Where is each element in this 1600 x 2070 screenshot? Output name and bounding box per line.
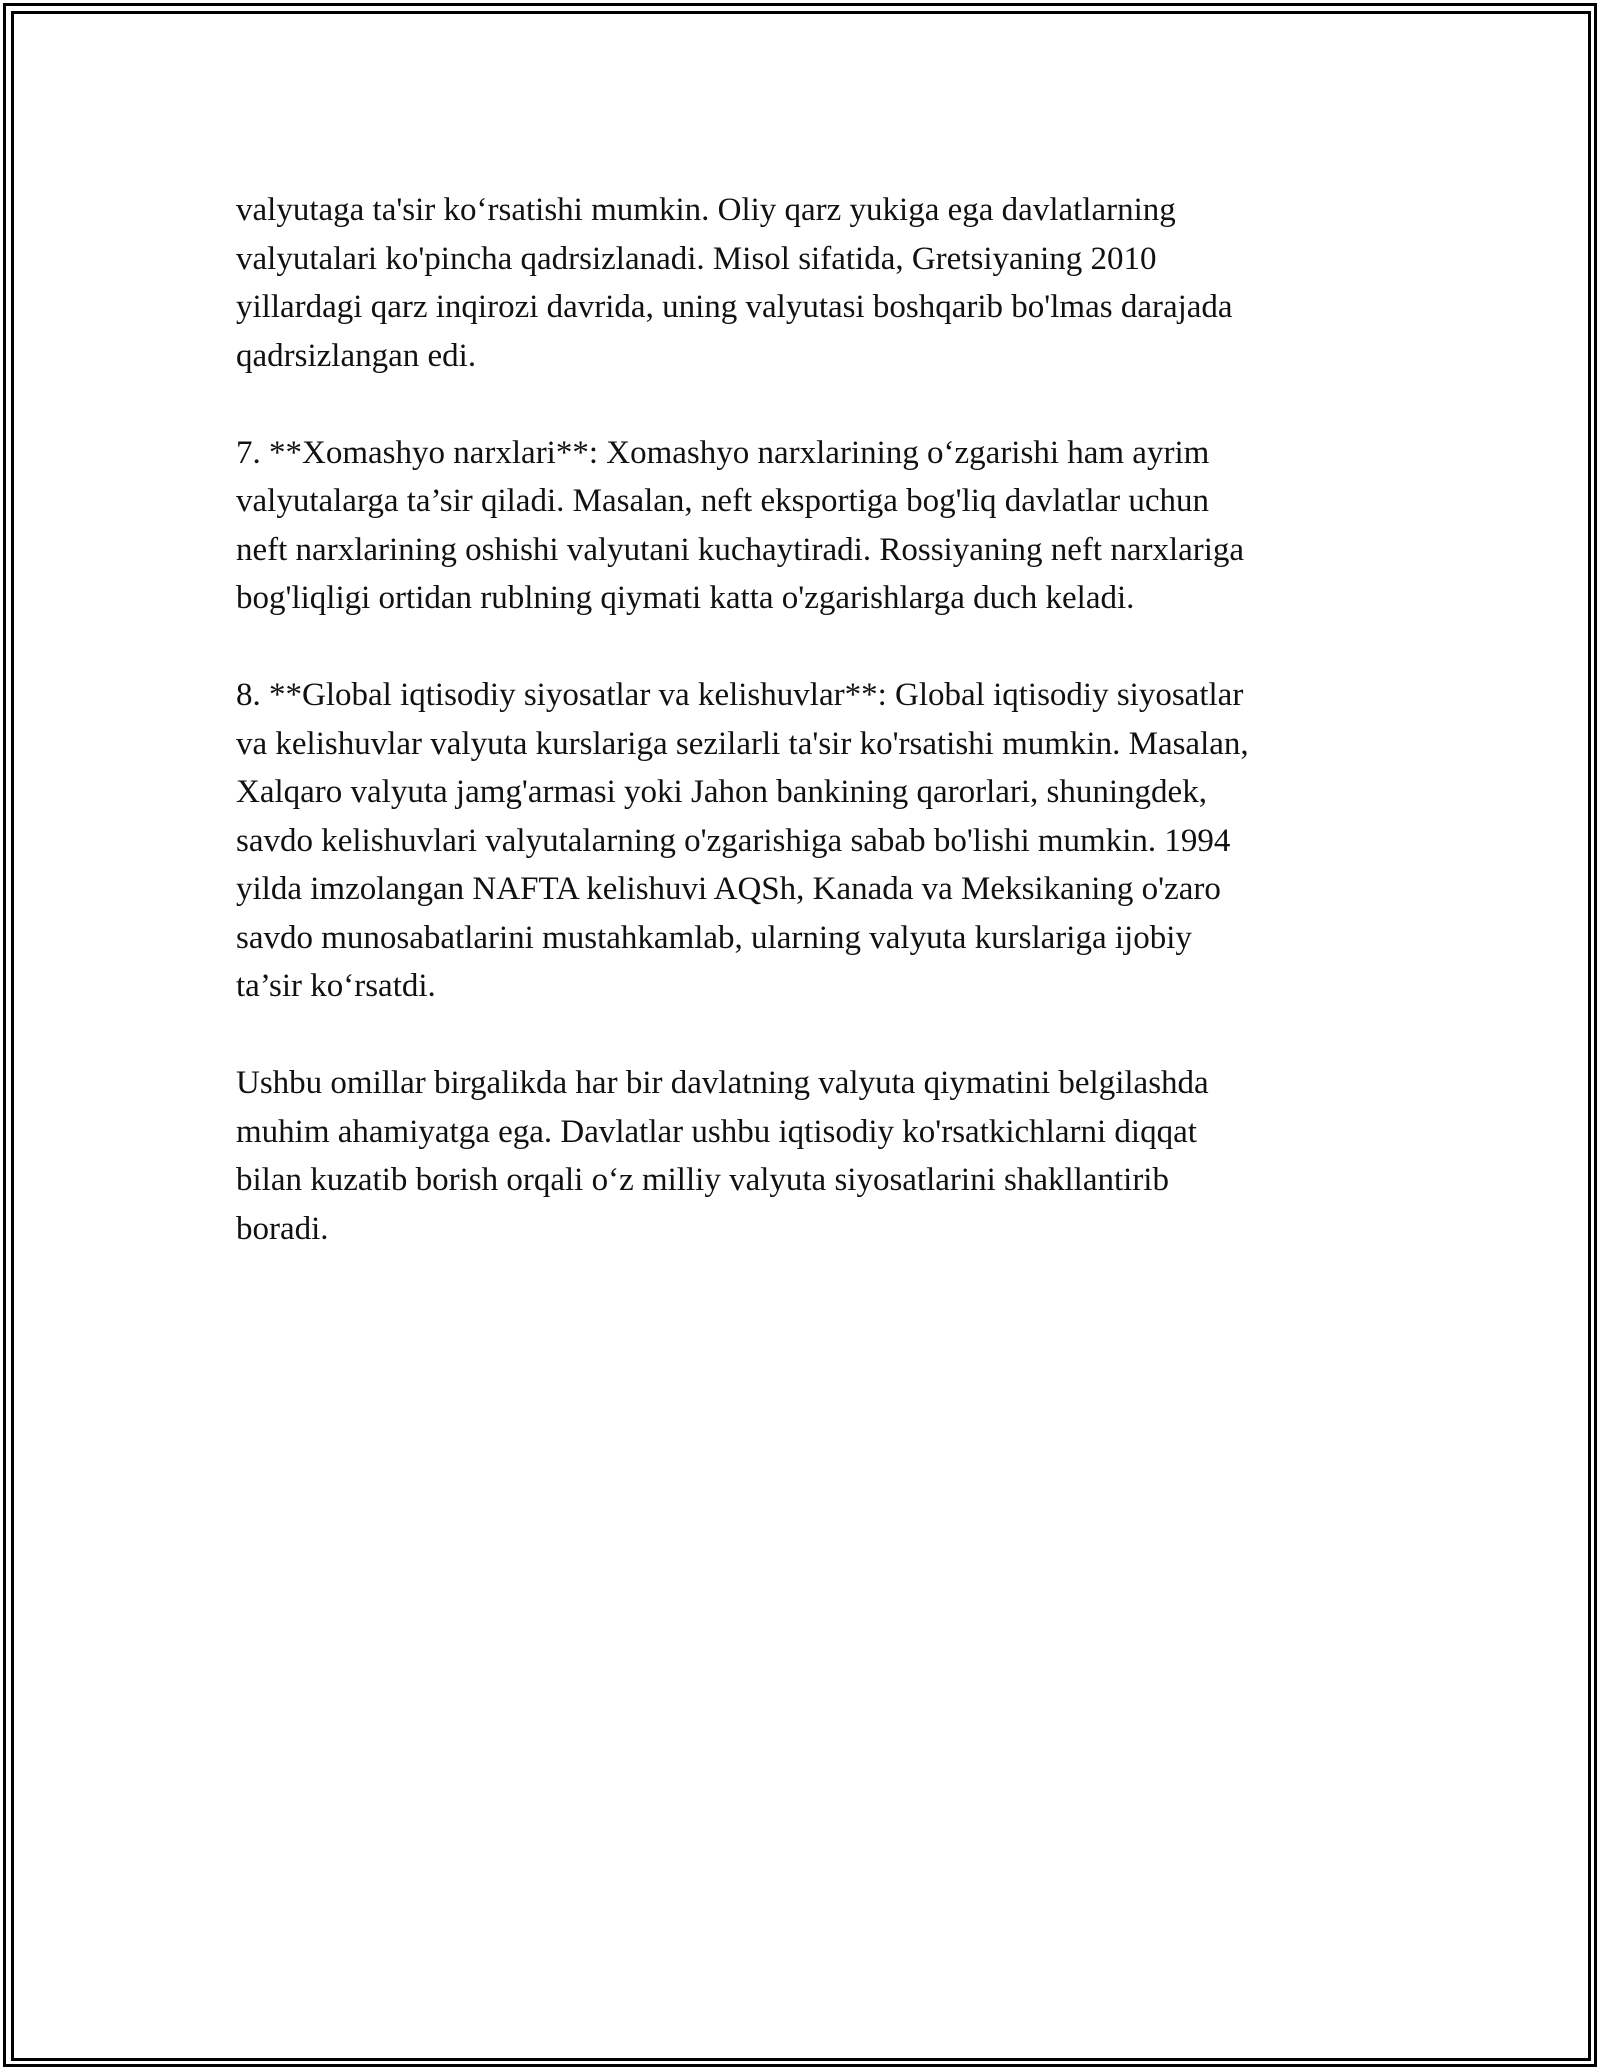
text-line: savdo munosabatlarini mustahkamlab, ularning valyuta kurslariga ijobiy [236,919,1192,956]
text-line: yilda imzolangan NAFTA kelishuvi AQSh, Kanada va Meksikaning o'zaro [236,871,1221,907]
paragraph-debt-crisis [236,186,1371,380]
text-line: muhim ahamiyatga ega. Davlatlar ushbu iqtisodiy ko'rsatkichlarni diqqat [236,1113,1197,1150]
text-line: valyutalari ko'pincha qadrsizlanadi. Misol sifatida, Gretsiyaning 2010 [236,240,1157,277]
text-line: Xalqaro valyuta jamg'armasi yoki Jahon bankining qarorlari, shuningdek, [236,774,1207,810]
paragraph-commodity-prices [236,429,1371,623]
text-line: bilan kuzatib borish orqali o‘z milliy valyuta siyosatlarini shakllantirib [236,1162,1169,1198]
text-line: valyutalarga ta’sir qiladi. Masalan, neft eksportiga bog'liq davlatlar uchun [236,483,1210,519]
paragraph-conclusion [236,1059,1371,1253]
text-line: yillardagi qarz inqirozi davrida, uning valyutasi boshqarib bo'lmas darajada [236,289,1233,325]
text-line: va kelishuvlar valyuta kurslariga sezilarli ta'sir ko'rsatishi mumkin. Masalan, [236,725,1249,762]
text-line: ta’sir ko‘rsatdi. [236,968,436,1004]
text-line: Ushbu omillar birgalikda har bir davlatning valyuta qiymatini belgilashda [236,1065,1209,1101]
text-line: boradi. [236,1210,329,1247]
text-line: bog'liqligi ortidan rublning qiymati katta o'zgarishlarga duch keladi. [236,580,1135,616]
text-line: neft narxlarining oshishi valyutani kuchaytiradi. Rossiyaning neft narxlariga [236,531,1245,568]
text-line: valyutaga ta'sir ko‘rsatishi mumkin. Oliy qarz yukiga ega davlatlarning [236,192,1176,228]
text-line: qadrsizlangan edi. [236,337,477,374]
text-line: 8. **Global iqtisodiy siyosatlar va kelishuvlar**: Global iqtisodiy siyosatlar [236,677,1244,713]
document-body [236,186,1371,1302]
text-line: 7. **Xomashyo narxlari**: Xomashyo narxlarining o‘zgarishi ham ayrim [236,434,1210,471]
paragraph-global-policies [236,671,1371,1011]
text-line: savdo kelishuvlari valyutalarning o'zgarishiga sabab bo'lishi mumkin. 1994 [236,822,1231,859]
